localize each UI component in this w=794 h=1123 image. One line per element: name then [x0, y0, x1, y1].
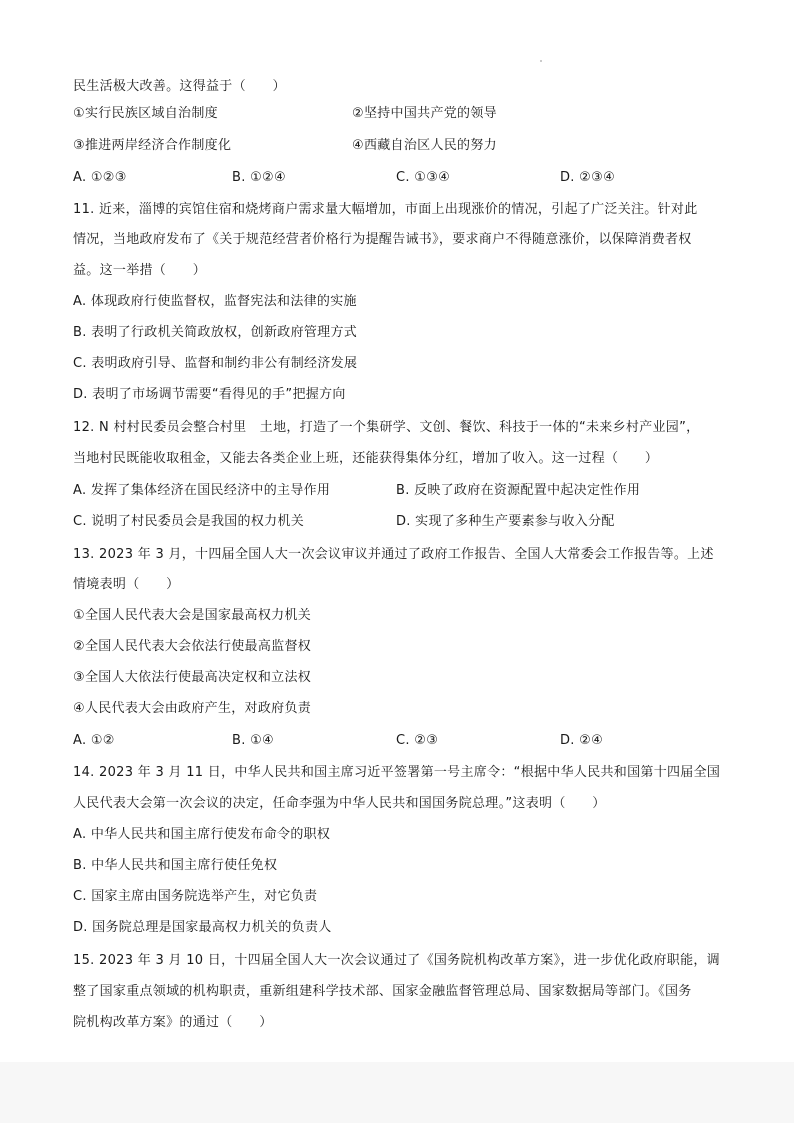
q11-option-d: D. 表明了市场调节需要“看得见的手”把握方向	[73, 387, 346, 402]
q13-option-c: C. ②③	[396, 733, 439, 748]
q13-option-a: A. ①②	[73, 733, 115, 748]
q14-stem-line-1: 14. 2023 年 3 月 11 日，中华人民共和国主席习近平签署第一号主席令：“根据中华人民共和国第十四届全国	[73, 765, 721, 780]
q15-stem-line-3: 院机构改革方案》的通过（ ）	[73, 1015, 273, 1030]
q12-option-a: A. 发挥了集体经济在国民经济中的主导作用	[73, 483, 331, 498]
q14-stem-line-2: 人民代表大会第一次会议的决定，任命李强为中华人民共和国国务院总理。”这表明（ ）	[73, 796, 606, 811]
q10-stem-end: 民生活极大改善。这得益于（ ）	[73, 79, 286, 94]
q13-statement-4: ④人民代表大会由政府产生，对政府负责	[73, 701, 312, 716]
q10-statement-4: ④西藏自治区人民的努力	[352, 138, 497, 153]
q11-option-c: C. 表明政府引导、监督和制约非公有制经济发展	[73, 356, 358, 371]
q15-stem-line-1: 15. 2023 年 3 月 10 日，十四届全国人大一次会议通过了《国务院机构改革方案》，进一步优化政府职能，调	[73, 953, 720, 968]
q13-option-d: D. ②④	[560, 733, 604, 748]
page-bottom-margin	[0, 1062, 794, 1123]
q11-stem-line-2: 情况，当地政府发布了《关于规范经营者价格行为提醒告诫书》，要求商户不得随意涨价，以保障消费者权	[73, 232, 692, 247]
q13-stem-line-2: 情境表明（ ）	[73, 577, 180, 592]
q14-option-d: D. 国务院总理是国家最高权力机关的负责人	[73, 920, 332, 935]
q13-option-b: B. ①④	[232, 733, 274, 748]
q12-option-d: D. 实现了多种生产要素参与收入分配	[396, 514, 615, 529]
q12-stem-line-2: 当地村民既能收取租金，又能去各类企业上班，还能获得集体分红，增加了收入。这一过程（ ）	[73, 451, 659, 466]
q10-option-c: C. ①③④	[396, 170, 451, 185]
q14-option-a: A. 中华人民共和国主席行使发布命令的职权	[73, 827, 331, 842]
q13-stem-line-1: 13. 2023 年 3 月，十四届全国人大一次会议审议并通过了政府工作报告、全国人大常委会工作报告等。上述	[73, 547, 714, 562]
q12-option-b: B. 反映了政府在资源配置中起决定性作用	[396, 483, 641, 498]
scan-speck	[540, 60, 542, 62]
q10-option-a: A. ①②③	[73, 170, 127, 185]
q10-statement-3: ③推进两岸经济合作制度化	[73, 138, 232, 153]
q12-stem-line-1: 12. N 村村民委员会整合村里 土地，打造了一个集研学、文创、餐饮、科技于一体的“未来乡村产业园”，	[73, 420, 700, 435]
q12-option-c: C. 说明了村民委员会是我国的权力机关	[73, 514, 305, 529]
q13-statement-2: ②全国人民代表大会依法行使最高监督权	[73, 639, 312, 654]
q11-option-b: B. 表明了行政机关简政放权，创新政府管理方式	[73, 325, 358, 340]
q15-stem-line-2: 整了国家重点领域的机构职责，重新组建科学技术部、国家金融监督管理总局、国家数据局等部门。《国务	[73, 984, 692, 999]
q10-statement-2: ②坚持中国共产党的领导	[352, 106, 497, 121]
q10-option-d: D. ②③④	[560, 170, 616, 185]
q13-statement-3: ③全国人大依法行使最高决定权和立法权	[73, 670, 312, 685]
q10-statement-1: ①实行民族区域自治制度	[73, 106, 218, 121]
q11-stem-line-1: 11. 近来，淄博的宾馆住宿和烧烤商户需求量大幅增加，市面上出现涨价的情况，引起了广泛关注。针对此	[73, 202, 698, 217]
q10-option-b: B. ①②④	[232, 170, 286, 185]
q11-stem-line-3: 益。这一举措（ ）	[73, 263, 207, 278]
q13-statement-1: ①全国人民代表大会是国家最高权力机关	[73, 608, 312, 623]
q11-option-a: A. 体现政府行使监督权，监督宪法和法律的实施	[73, 294, 357, 309]
q14-option-c: C. 国家主席由国务院选举产生，对它负责	[73, 889, 318, 904]
q14-option-b: B. 中华人民共和国主席行使任免权	[73, 858, 278, 873]
